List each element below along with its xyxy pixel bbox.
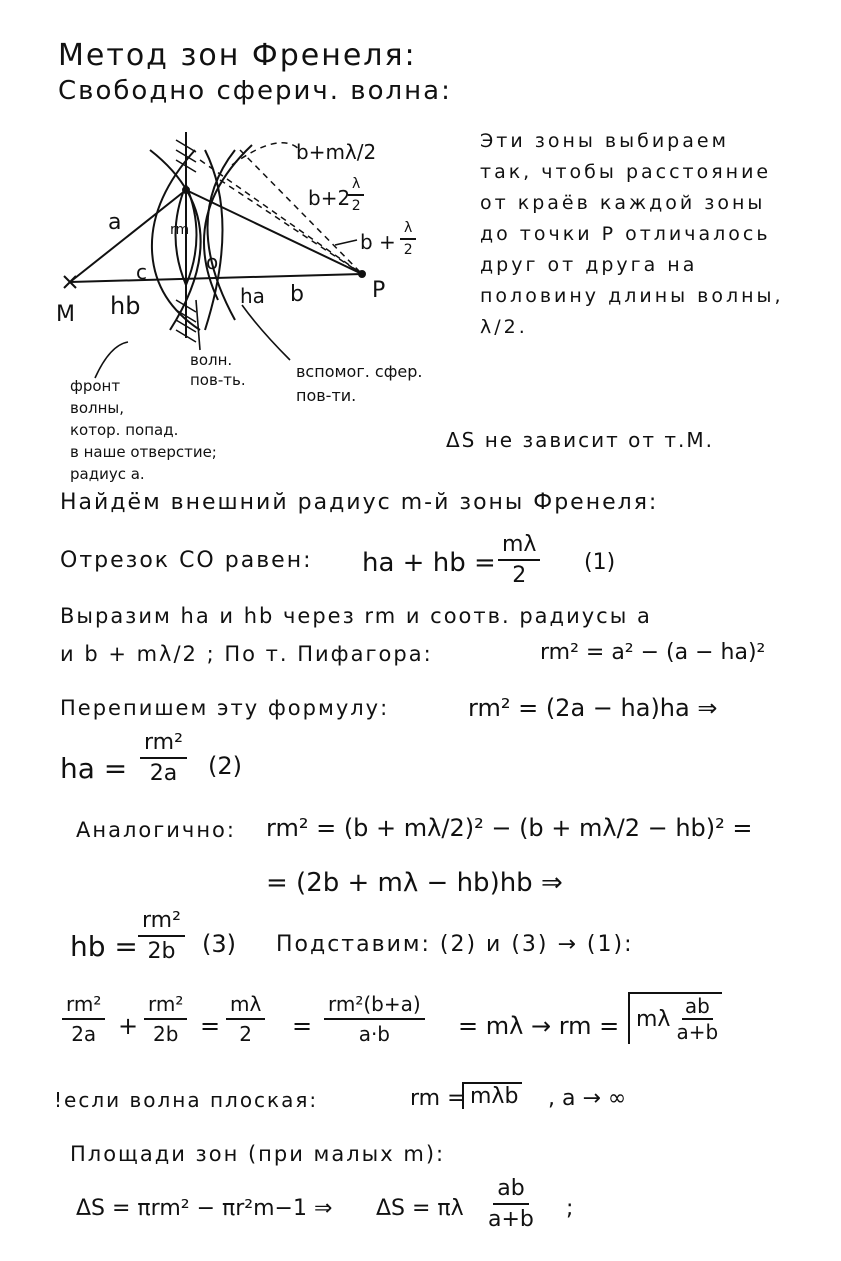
sum-fraction-3: $\frac{m\lambda}{2}$ [226,992,265,1046]
equation-tag-2: (2) [208,752,242,780]
zone-areas-line: Площади зон (при малых m): [70,1142,446,1166]
ha-fraction: $\frac{\text{rm²}}{2a}$ [140,730,187,786]
label-hb: hb [110,292,141,320]
equation-tag-3: (3) [202,930,236,958]
sum-fraction-4: $\frac{\text{rm²(b+a)}}{a\cdot b}$ [324,992,425,1046]
zone-selection-note: Эти зоны выбираем так, чтобы расстояние от краёв каждой зоны до точки P отличалось друг от друга на половину длины волны, λ/2. [480,130,784,338]
sum-plus: + [118,1012,139,1040]
express-line-1: Выразим ha и hb через rm и соотв. радиусы a [60,604,652,628]
plane-wave-lead: !если волна плоская: [54,1088,319,1112]
analog-equation-1: rm² = (b + mλ/2)² − (b + mλ/2 − hb)² = [266,814,753,842]
label-aux-surface: вспомог. сфер. пов-ти. [296,362,423,405]
find-radius-line: Найдём внешний радиус m-й зоны Френеля: [60,490,659,515]
sum-equals-1: = [200,1012,221,1040]
segment-lead: Отрезок CO равен: [60,548,313,573]
rewrite-equation: rm² = (2a − ha)ha ⇒ [468,694,718,722]
label-P: P [372,278,386,303]
sum-fraction-2: $\frac{\text{rm²}}{2b}$ [144,992,187,1046]
plane-wave-eq: rm = [410,1086,466,1111]
sum-result: = mλ → rm = [458,1012,620,1040]
segment-fraction: $\frac{m\lambda}{2}$ [498,532,540,588]
ha-lhs: ha = [60,752,128,785]
label-wave-surface: волн. пов-ть. [190,351,246,389]
label-o: o [206,250,219,274]
label-b-lambda-frac: $\frac{\lambda}{2}$ [400,220,416,258]
label-c: c [136,260,147,284]
area-result-eq: ΔS = πλ [376,1196,464,1221]
rewrite-lead: Перепишем эту формулу: [60,696,390,720]
equation-tag-1: (1) [584,550,616,575]
hb-lhs: hb = [70,930,138,963]
area-result-end: ; [566,1196,574,1221]
page-subtitle: Свободно сферич. волна: [58,76,452,106]
plane-wave-tail: , a → ∞ [548,1086,627,1111]
analog-lead: Аналогично: [76,818,236,842]
label-b-m-lambda: b+mλ/2 [296,140,377,164]
label-b-lambda: b + [360,230,396,254]
page-title: Метод зон Френеля: [58,38,417,73]
label-b-2-lambda-frac: $\frac{\lambda}{2}$ [348,176,364,214]
segment-equation: ha + hb = [362,548,496,578]
sum-fraction-1: $\frac{\text{rm²}}{2a}$ [62,992,105,1046]
label-wave-front: фронт волны, котор. попад. в наше отверстие; радиус a. [70,377,217,483]
label-b-2-lambda: b+2 [308,186,351,210]
area-result-fraction: $\frac{ab}{a+b}$ [488,1176,534,1232]
label-ha: ha [240,284,265,308]
label-a: a [108,210,122,235]
analog-equation-2: = (2b + mλ − hb)hb ⇒ [266,868,563,898]
plane-wave-root: mλb [462,1082,522,1109]
label-rm: rm [170,222,190,238]
radius-root: mλ ab a+b [628,992,722,1044]
substitute-line: Подставим: (2) и (3) → (1): [276,932,634,957]
express-line-2: и b + mλ/2 ; По т. Пифагора: [60,642,433,666]
hb-fraction: $\frac{\text{rm²}}{2b}$ [138,908,185,964]
area-difference-eq: ΔS = πrm² − πr²m−1 ⇒ [76,1196,333,1221]
label-b: b [290,282,304,307]
label-M: M [56,302,75,327]
pythagoras-equation: rm² = a² − (a − ha)² [540,640,766,665]
ds-independence-note: ΔS не зависит от т.M. [446,428,715,452]
sum-equals-2: = [292,1012,313,1040]
